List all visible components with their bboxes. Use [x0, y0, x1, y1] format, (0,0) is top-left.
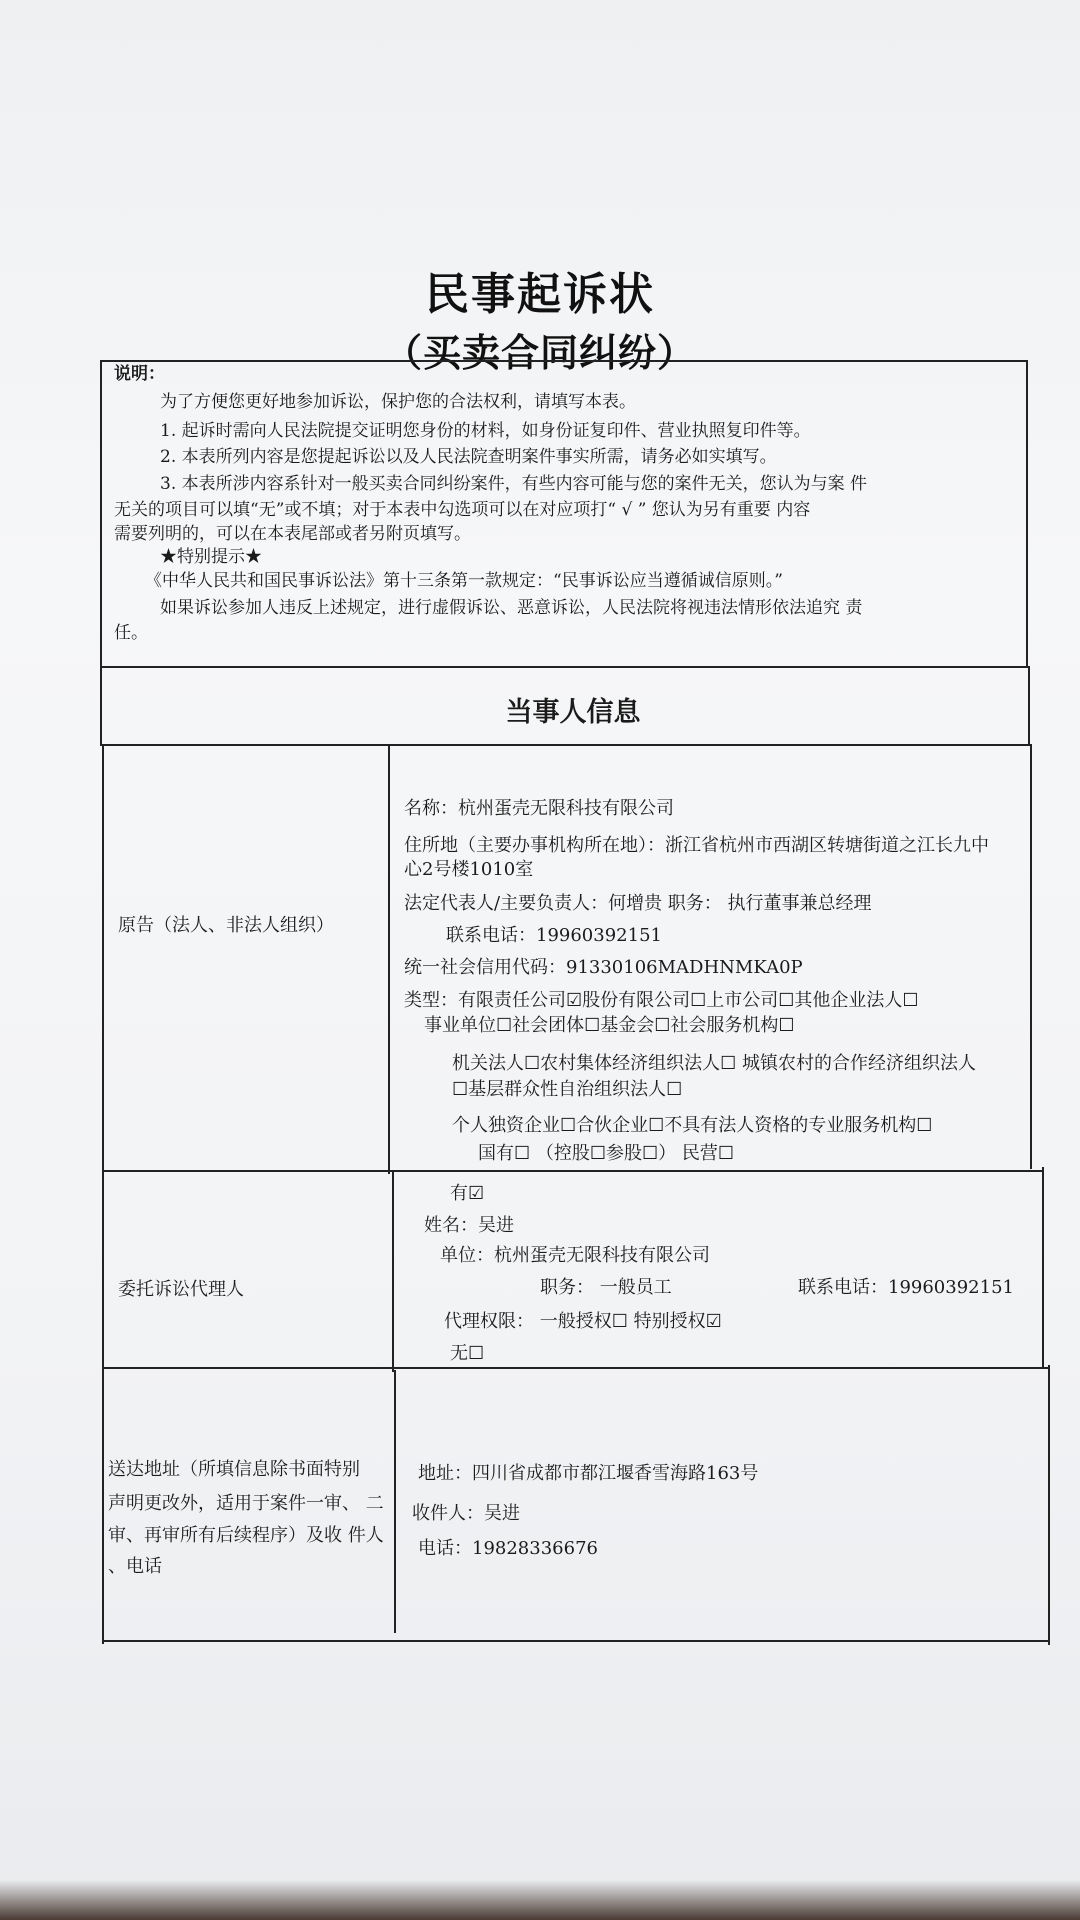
- notes-line: 3. 本表所涉内容系针对一般买卖合同纠纷案件，有些内容可能与您的案件无关，您认为与案 件: [160, 474, 868, 494]
- table-border-right: [1030, 744, 1032, 1169]
- agent-label: 委托诉讼代理人: [118, 1279, 244, 1300]
- agent-none-checkbox: 无☐: [450, 1343, 485, 1364]
- table-row-divider: [102, 1170, 1042, 1172]
- table-row-divider: [102, 1367, 1048, 1369]
- table-column-divider: [394, 1370, 396, 1633]
- delivery-label: 、电话: [108, 1556, 162, 1577]
- notes-line: 为了方便您更好地参加诉讼，保护您的合法权利，请填写本表。: [160, 392, 636, 412]
- notes-line: 无关的项目可以填“无”或不填；对于本表中勾选项可以在对应项打“ √ ” 您认为另有重要 内容: [114, 500, 811, 520]
- agent-unit: 单位：杭州蛋壳无限科技有限公司: [440, 1245, 710, 1266]
- plaintiff-phone: 联系电话：19960392151: [446, 925, 662, 946]
- delivery-label: 审、再审所有后续程序）及收 件人: [108, 1525, 384, 1546]
- plaintiff-type-options: 个人独资企业☐合伙企业☐不具有法人资格的专业服务机构☐: [452, 1115, 933, 1136]
- notes-line: 《中华人民共和国民事诉讼法》第十三条第一款规定：“民事诉讼应当遵循诚信原则。”: [145, 571, 783, 591]
- section-title: 当事人信息: [505, 697, 641, 728]
- delivery-recipient: 收件人：吴进: [412, 1503, 520, 1524]
- table-border-right: [1042, 1167, 1044, 1367]
- delivery-label: 声明更改外，适用于案件一审、 二: [108, 1493, 384, 1514]
- plaintiff-credit-code: 统一社会信用代码：91330106MADHNMKA0P: [404, 957, 803, 978]
- notes-line: 1. 起诉时需向人民法院提交证明您身份的材料，如身份证复印件、营业执照复印件等。: [160, 421, 811, 441]
- plaintiff-type-options: 机关法人☐农村集体经济组织法人☐ 城镇农村的合作经济组织法人: [452, 1053, 976, 1074]
- agent-name: 姓名：吴进: [424, 1215, 514, 1236]
- plaintiff-address-cont: 心2号楼1010室: [404, 859, 534, 880]
- table-border-left: [102, 744, 104, 1644]
- notes-line: 需要列明的，可以在本表尾部或者另附页填写。: [114, 524, 471, 544]
- plaintiff-type: 类型：有限责任公司☑股份有限公司☐上市公司☐其他企业法人☐: [404, 990, 919, 1011]
- desk-edge: [0, 1880, 1080, 1920]
- notes-heading: 说明：: [114, 364, 165, 384]
- plaintiff-name: 名称：杭州蛋壳无限科技有限公司: [404, 798, 674, 819]
- agent-phone: 联系电话：19960392151: [798, 1277, 1014, 1298]
- table-column-divider: [388, 744, 390, 1174]
- plaintiff-label: 原告（法人、非法人组织）: [118, 915, 334, 936]
- plaintiff-type-options: 事业单位☐社会团体☐基金会☐社会服务机构☐: [424, 1015, 795, 1036]
- notes-line: 任。: [114, 623, 148, 643]
- notes-line: 如果诉讼参加人违反上述规定，进行虚假诉讼、恶意诉讼，人民法院将视违法情形依法追究 责: [160, 598, 863, 618]
- table-column-divider: [392, 1172, 394, 1372]
- agent-position: 职务： 一般员工: [540, 1277, 672, 1298]
- delivery-address: 地址：四川省成都市都江堰香雪海路163号: [418, 1463, 759, 1484]
- plaintiff-type-options: ☐基层群众性自治组织法人☐: [452, 1079, 683, 1100]
- table-border-right: [1048, 1365, 1050, 1645]
- agent-has-checkbox: 有☑: [450, 1183, 485, 1204]
- delivery-phone: 电话：19828336676: [418, 1538, 598, 1559]
- plaintiff-address: 住所地（主要办事机构所在地）：浙江省杭州市西湖区转塘街道之江长九中: [404, 835, 989, 856]
- table-border-bottom: [102, 1640, 1050, 1642]
- notes-special-heading: ★特别提示★: [160, 547, 262, 567]
- delivery-label: 送达地址（所填信息除书面特别: [108, 1459, 360, 1480]
- document-subtitle: （买卖合同纠纷）: [383, 331, 696, 375]
- agent-authority: 代理权限： 一般授权☐ 特别授权☑: [444, 1311, 722, 1332]
- plaintiff-representative: 法定代表人/主要负责人：何增贵 职务： 执行董事兼总经理: [404, 893, 872, 914]
- plaintiff-ownership-options: 国有☐ （控股☐参股☐） 民营☐: [478, 1143, 734, 1164]
- notes-line: 2. 本表所列内容是您提起诉讼以及人民法院查明案件事实所需，请务必如实填写。: [160, 447, 777, 467]
- document-title: 民事起诉状: [425, 269, 655, 320]
